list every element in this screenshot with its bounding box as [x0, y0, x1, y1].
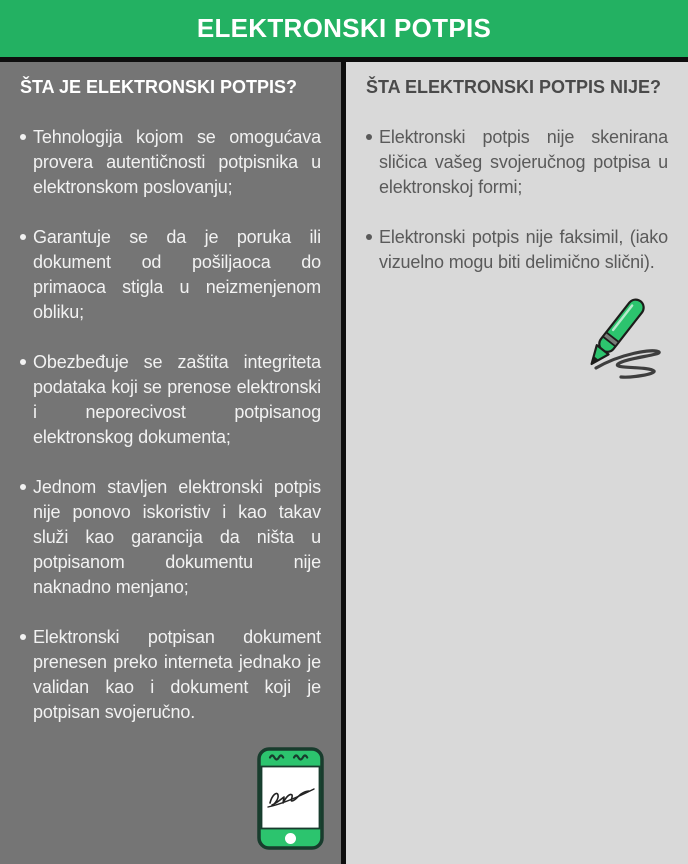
phone-signature-icon: [257, 747, 324, 850]
list-item: Obezbeđuje se zaštita integriteta podataka koji se prenose elektronski i neporecivost potpisanog elektronskog dokumenta;: [20, 350, 321, 450]
left-column: [0, 62, 341, 864]
list-item: Elektronski potpis nije skenirana sličica vašeg svojeručnog potpisa u elektronskoj formi;: [366, 125, 668, 200]
list-item: Elektronski potpisan dokument prenesen preko interneta jednako je validan kao i dokument koji je potpisan svojeručno.: [20, 625, 321, 725]
content-columns: [0, 62, 688, 864]
list-item: Jednom stavljen elektronski potpis nije ponovo iskoristiv i kao takav služi kao garancija da ništa u potpisanom dokumentu nije naknadno menjano;: [20, 475, 321, 600]
list-item: Tehnologija kojom se omogućava provera autentičnosti potpisnika u elektronskom poslovanju;: [20, 125, 321, 200]
right-column-heading: ŠTA ELEKTRONSKI POTPIS NIJE?: [366, 77, 662, 97]
header-banner: [0, 0, 688, 62]
right-column: [346, 62, 688, 864]
list-item: Elektronski potpis nije faksimil, (iako vizuelno mogu biti delimično slični).: [366, 225, 668, 275]
poster-title: ELEKTRONSKI POTPIS: [196, 13, 492, 43]
pen-scribble-icon: [565, 292, 665, 388]
list-item: Garantuje se da je poruka ili dokument od pošiljaoca do primaoca stigla u neizmenjenom obliku;: [20, 225, 321, 325]
left-column-heading: ŠTA JE ELEKTRONSKI POTPIS?: [20, 77, 298, 97]
right-bullet-list: [366, 125, 668, 275]
left-bullet-list: [20, 125, 321, 725]
